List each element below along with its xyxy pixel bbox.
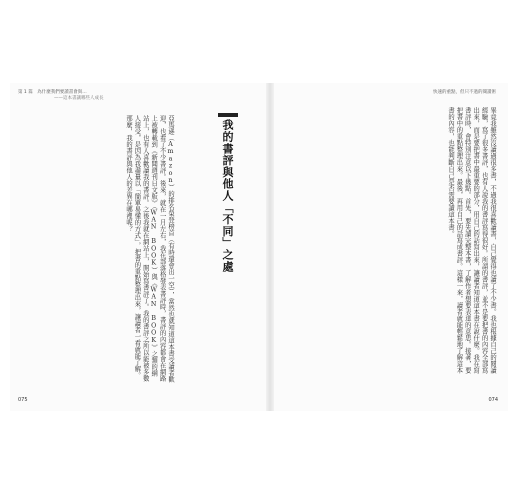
- section-title-rule: [218, 113, 238, 117]
- running-head-chapter: 第 1 篇 為什麼我們要讀書會與…: [18, 90, 87, 95]
- right-page-body: 畢竟我雖然沒讀過很多書，不過我很喜歡讀書，自己覺得也讀了不少書。我也根據自己的閱讀經驗，寫了很多書評，也有人說我的書評寫得很好。所謂的書評，並不是要把書的內容全部寫出來，而是要把書中最重要的部分，用自己的話寫出來，讓讀者知道這本書在說什麼。我在寫書評時，會特別注意以下幾點。首先，要先讀完整本書，了解作者想要表達的意思。接著，要把書中的重點整理出來。最後，再用自己的話寫成書評。這樣一來，讀者就能輕鬆地了解這本書的內容，也能判斷自己是否需要讀這本書。: [446, 107, 496, 374]
- running-head-subtitle: ——這本書讓哪些人成長: [54, 96, 104, 101]
- book-gutter: [266, 83, 274, 411]
- section-title: 我的書評與他人「不同」之處: [221, 119, 234, 273]
- book-spread: [10, 83, 508, 411]
- left-page: [10, 83, 266, 411]
- left-page-number: 075: [18, 397, 28, 403]
- running-head-right: 快速的重點，但只不過的閱讀術: [433, 90, 496, 95]
- left-page-body: 亞馬遜（Amazon）的排名榮登榜首（有時還會出一空），當然也就知道這本書受讀者歡迎，也看了不少書評。後來，就在一月左右，我在部落格發表書評時，書評的內容都會在網路上被轉載到《新聞週刊日文版》（WAN BOOK）與《WAN BOOK》之類的網站上，也有人喜歡讀我的書評。之後我就在網站上，開始寫書評了。我的書評之所以能被多數人接受，是因為我盡量以「簡單易懂的方式」，把書的重點整理出來，讓讀者一看就能了解。那麼，我的書評與他人的差異在哪裡呢？: [124, 115, 174, 383]
- right-page-number: 074: [488, 397, 498, 403]
- right-page: [274, 83, 508, 411]
